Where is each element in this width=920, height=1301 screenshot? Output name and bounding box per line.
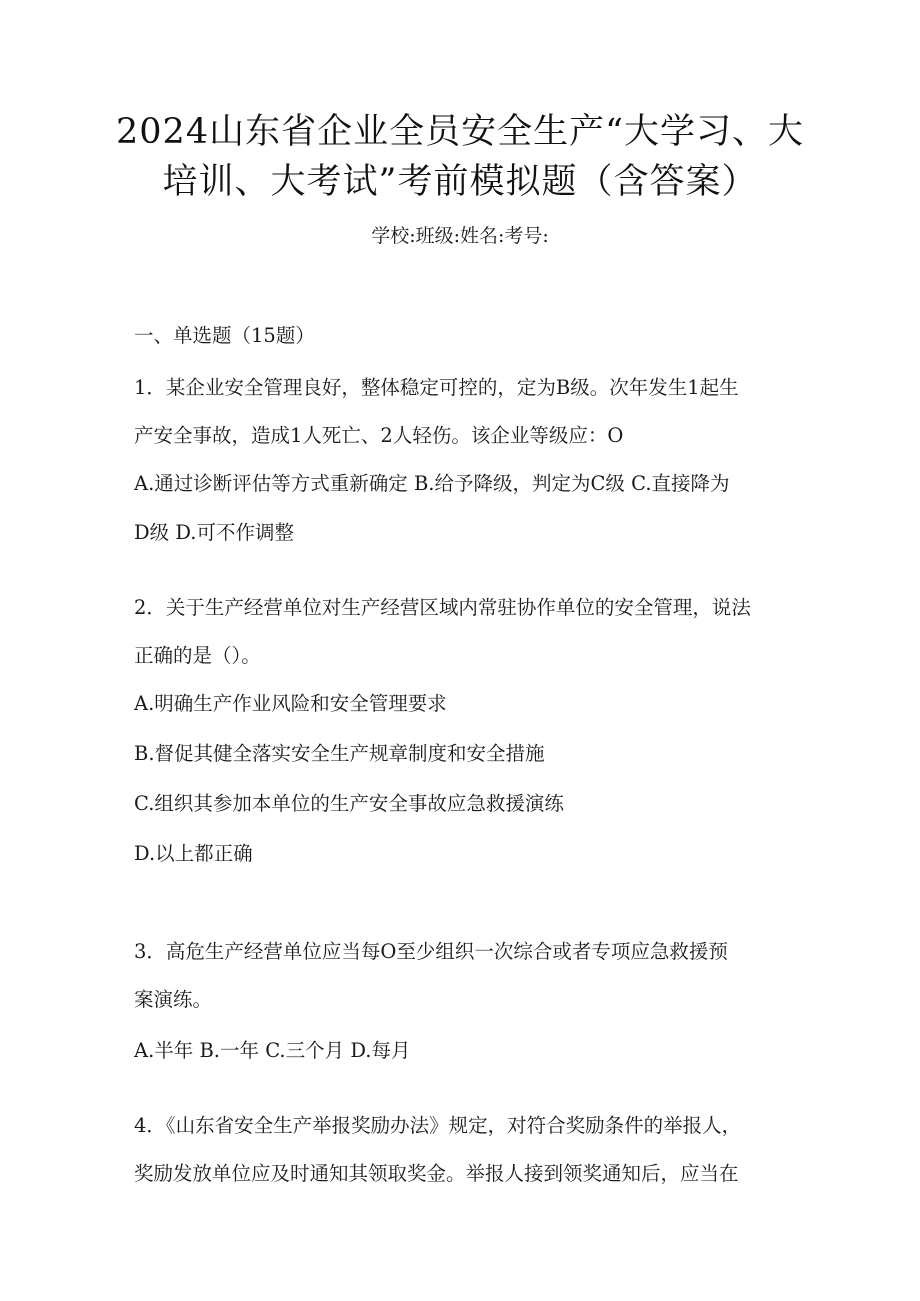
question-line: 产安全事故，造成1人死亡、2人轻伤。该企业等级应：O <box>134 424 624 447</box>
option-line: C.组织其参加本单位的生产安全事故应急救援演练 <box>134 792 564 815</box>
question-line: 2．关于生产经营单位对生产经营区域内常驻协作单位的安全管理，说法 <box>134 596 751 619</box>
question-line: 奖励发放单位应及时通知其领取奖金。举报人接到领奖通知后，应当在 <box>134 1162 739 1185</box>
option-line: D级 D.可不作调整 <box>134 521 294 544</box>
question-line: 3．高危生产经营单位应当每O至少组织一次综合或者专项应急救援预 <box>134 940 728 963</box>
document-title-line-2: 培训、大考试”考前模拟题（含答案） <box>162 162 758 202</box>
option-line: D.以上都正确 <box>134 842 253 865</box>
question-line: 案演练。 <box>134 988 213 1011</box>
option-line: A.通过诊断评估等方式重新确定 B.给予降级，判定为C级 C.直接降为 <box>134 472 730 495</box>
student-info-line: 学校:班级:姓名:考号: <box>371 225 549 247</box>
option-line: A.半年 B.一年 C.三个月 D.每月 <box>134 1039 411 1062</box>
question-line: 正确的是（）。 <box>134 644 261 667</box>
option-line: A.明确生产作业风险和安全管理要求 <box>134 692 447 715</box>
section-heading: 一、单选题（15题） <box>134 324 315 347</box>
question-line: 1．某企业安全管理良好，整体稳定可控的，定为B级。次年发生1起生 <box>134 376 739 399</box>
question-line: 4．《山东省安全生产举报奖励办法》规定，对符合奖励条件的举报人， <box>134 1114 742 1137</box>
document-title-line-1: 2024山东省企业全员安全生产“大学习、大 <box>116 112 804 152</box>
option-line: B.督促其健全落实安全生产规章制度和安全措施 <box>134 742 545 765</box>
